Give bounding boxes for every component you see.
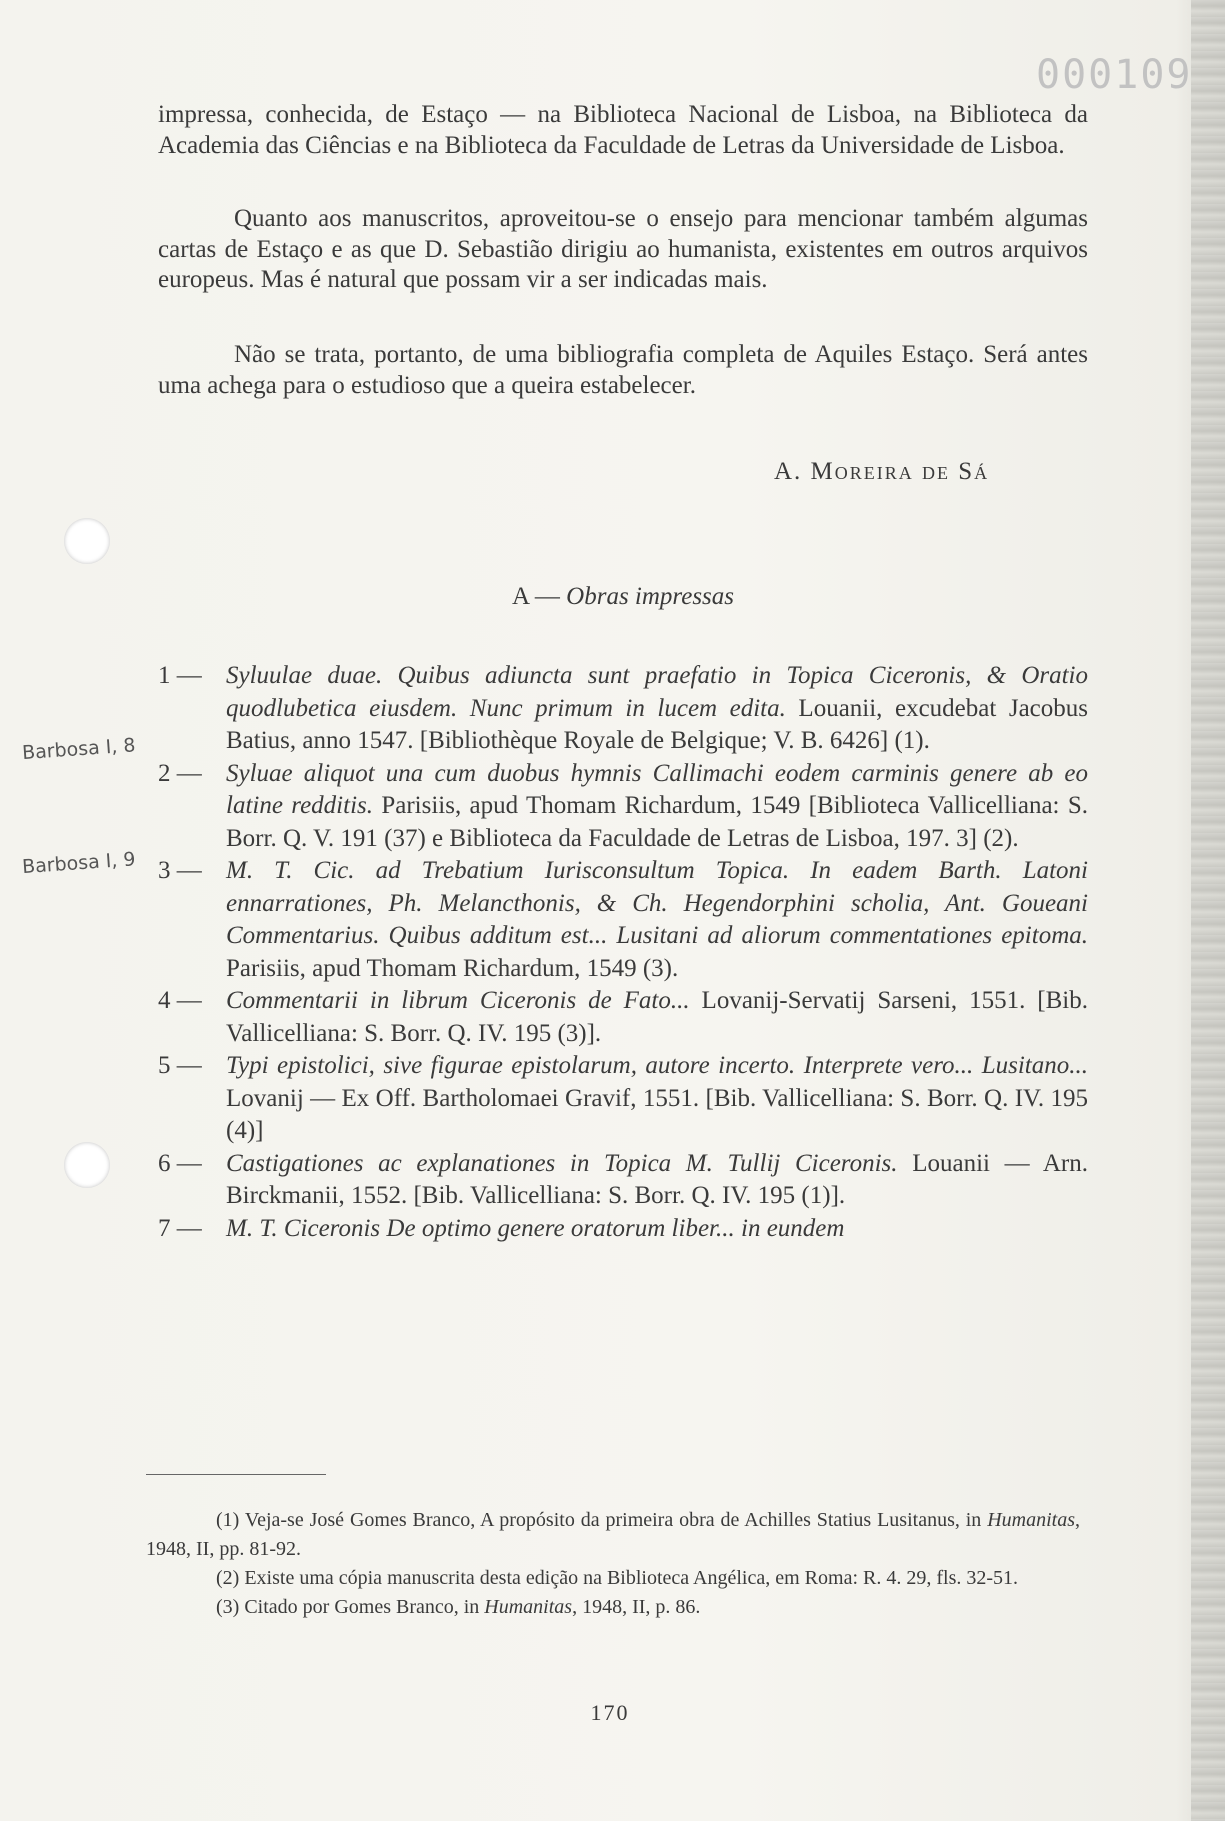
footnote-mark: (2) — [216, 1567, 240, 1589]
binder-hole-bottom — [64, 1142, 110, 1188]
entry-title: Castigationes ac explanationes in Topica M. Tullij Ciceronis. — [226, 1149, 898, 1177]
entry-number: 5 — — [158, 1052, 202, 1079]
section-prefix: A — — [511, 583, 567, 610]
entry-title: Typi epistolici, sive figurae epistolarum, autore incerto. Interprete vero... Lusitano... — [226, 1052, 1088, 1079]
bibliography-list — [158, 660, 1088, 1245]
footnote-text: Existe uma cópia manuscrita desta edição na Biblioteca Angélica, em Roma: R. 4. 29, fls. 32-51. — [244, 1567, 1019, 1589]
scanned-page-edge — [1191, 0, 1225, 1821]
footnote-mark: (1) — [216, 1509, 240, 1531]
list-item — [158, 660, 1088, 758]
margin-note-handwritten: Barbosa I, 8 — [21, 734, 137, 765]
list-item — [158, 855, 1088, 985]
entry-number: 3 — — [158, 857, 202, 884]
footnote — [146, 1506, 1080, 1564]
list-item — [158, 985, 1088, 1050]
author-signature: A. Moreira de Sá — [774, 458, 990, 485]
margin-note-handwritten: Barbosa I, 9 — [21, 848, 137, 879]
footnote-journal: Humanitas — [484, 1596, 573, 1618]
intro-paragraph-3: Não se trata, portanto, de uma bibliografia completa de Aquiles Estaço. Será antes uma achega para o estudioso que a queira estabelecer. — [158, 341, 1088, 399]
footnote — [146, 1593, 1080, 1622]
footnote-text-end: , 1948, II, p. 86. — [572, 1596, 701, 1618]
entry-details: Parisiis, apud Thomam Richardum, 1549 (3). — [226, 954, 679, 982]
entry-title: Commentarii in librum Ciceronis de Fato... — [226, 987, 690, 1014]
entry-number: 2 — — [158, 759, 202, 787]
footnote-text: Veja-se José Gomes Branco, A propósito da primeira obra de Achilles Statius Lusitanus, in — [244, 1509, 988, 1531]
section-title-text: Obras impressas — [566, 583, 735, 610]
entry-details: Parisiis, apud Thomam Richardum, 1549 [Biblioteca Vallicelliana: S. Borr. Q. V. 191 (37) e Biblioteca da Faculdade de Letras de Lisboa, 197. 3] (2). — [226, 792, 1088, 852]
page-number: 170 — [590, 1700, 630, 1725]
entry-title: Syluae aliquot una cum duobus hymnis Callimachi eodem carminis genere ab eo latine redditis. — [226, 759, 1088, 819]
list-item — [158, 1148, 1088, 1213]
entry-number: 4 — — [158, 987, 202, 1014]
entry-details: Lovanij-Servatij Sarseni, 1551. [Bib. Vallicelliana: S. Borr. Q. IV. 195 (3)]. — [226, 987, 1088, 1047]
footnote-divider — [146, 1474, 326, 1475]
entry-title: Syluulae duae. Quibus adiuncta sunt praefatio in Topica Ciceronis, & Oratio quodlubetica eiusdem. Nunc primum in lucem edita. — [226, 662, 1088, 722]
entry-details: Lovanij — Ex Off. Bartholomaei Gravif, 1551. [Bib. Vallicelliana: S. Borr. Q. IV. 195 (4)] — [226, 1084, 1088, 1144]
footnote-text: Citado por Gomes Branco, in — [244, 1596, 485, 1618]
footnote-mark: (3) — [216, 1596, 240, 1618]
binder-hole-top — [64, 518, 110, 564]
list-item — [158, 758, 1088, 856]
entry-details: Louanii — Arn. Birckmanii, 1552. [Bib. Vallicelliana: S. Borr. Q. IV. 195 (1)]. — [226, 1149, 1089, 1209]
entry-number: 6 — — [158, 1149, 202, 1177]
entry-number: 7 — — [158, 1214, 202, 1242]
intro-paragraph-2: Quanto aos manuscritos, aproveitou-se o ensejo para mencionar também algumas cartas de Estaço e as que D. Sebastião dirigiu ao humanista, existentes em outros arquivos europeus. Mas é natural que possam vir a ser indicadas mais. — [158, 205, 1088, 293]
intro-paragraph-1: impressa, conhecida, de Estaço — na Biblioteca Nacional de Lisboa, na Biblioteca da Academia das Ciências e na Biblioteca da Faculdade de Letras da Universidade de Lisboa. — [158, 101, 1088, 159]
entry-title: M. T. Cic. ad Trebatium Iurisconsultum Topica. In eadem Barth. Latoni ennarrationes, Ph. Melancthonis, & Ch. Hegendorphini scholia, Ant. Goueani Commentarius. Quibus additum est... Lusitani ad aliorum commentationes epitoma. — [226, 857, 1088, 949]
entry-title: M. T. Ciceronis De optimo genere oratorum liber... in eundem — [226, 1214, 845, 1242]
archive-stamp: 000109 — [1036, 52, 1193, 98]
footnote-text-end: , 1948, II, pp. 81-92. — [146, 1509, 1080, 1560]
entry-details: Louanii, excudebat Jacobus Batius, anno 1547. [Bibliothèque Royale de Belgique; V. B. 6426] (1). — [226, 694, 1088, 754]
list-item — [158, 1050, 1088, 1148]
section-title — [158, 583, 1088, 611]
footnote-journal: Humanitas — [987, 1509, 1075, 1531]
footnote — [146, 1564, 1080, 1593]
list-item — [158, 1213, 1088, 1246]
footnotes — [146, 1506, 1080, 1622]
entry-number: 1 — — [158, 662, 202, 689]
